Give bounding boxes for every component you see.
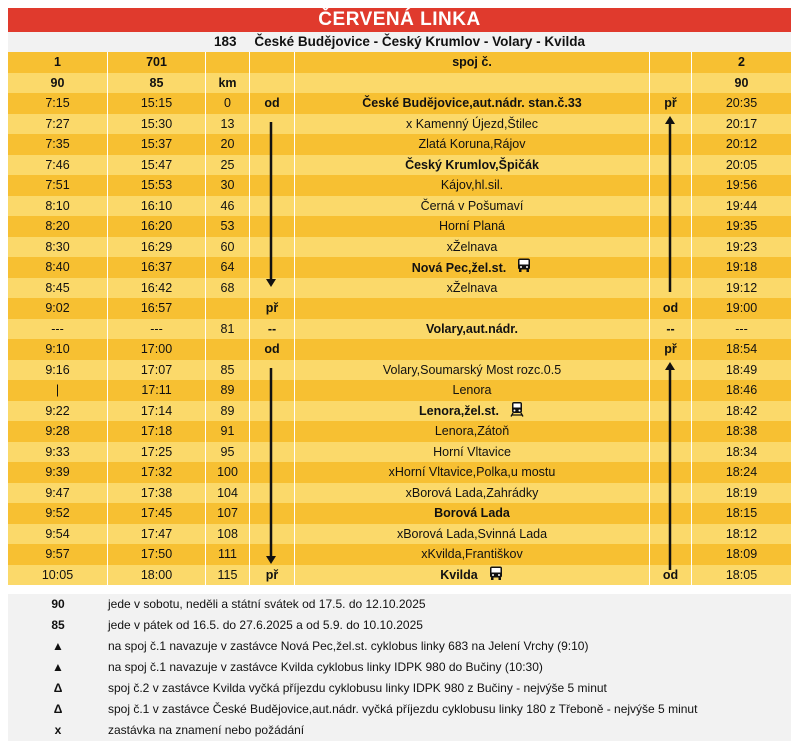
header-row [8,73,791,94]
stop-cell [295,93,650,114]
line-title: ČERVENÁ LINKA [8,8,791,32]
arr-dep-mark-return [650,401,692,422]
time-trip-701: 15:53 [108,175,206,196]
arr-dep-mark-return [650,216,692,237]
time-trip-701: 15:37 [108,134,206,155]
table-row [8,421,791,442]
table-row [8,216,791,237]
stop-cell [295,319,650,340]
arr-dep-mark [250,237,295,258]
table-row [8,237,791,258]
time-trip-2: 20:12 [725,137,758,151]
arr-dep-mark: -- [250,319,295,340]
route-header [8,32,791,52]
arr-dep-mark [250,114,295,135]
arr-dep-mark [250,421,295,442]
km-cell: 111 [206,544,250,565]
stop-cell [295,196,650,217]
stop-name: České Budějovice,aut.nádr. stan.č.33 [362,96,582,110]
note-symbol: 85 [51,618,65,632]
time-trip-2: 18:09 [725,547,758,561]
time-trip-1: 9:39 [8,462,108,483]
table-row [8,339,791,360]
arr-dep-mark-return [650,175,692,196]
time-trip-1: 8:30 [8,237,108,258]
table-row [8,565,791,586]
time-trip-2: 19:35 [725,219,758,233]
time-trip-701: 16:10 [108,196,206,217]
table-row [8,175,791,196]
km-cell: 46 [206,196,250,217]
time-trip-1: 7:15 [8,93,108,114]
km-cell: 25 [206,155,250,176]
km-cell: 108 [206,524,250,545]
time-trip-701: 17:25 [108,442,206,463]
header-cell [650,52,692,73]
km-cell: 115 [206,565,250,586]
arr-dep-mark [250,134,295,155]
time-trip-701: 16:42 [108,278,206,299]
stop-cell [295,298,650,319]
arr-dep-mark-return [650,155,692,176]
time-trip-1: 7:35 [8,134,108,155]
stop-name: xBorová Lada,Zahrádky [405,485,539,500]
table-row [8,524,791,545]
arr-dep-mark-return [650,134,692,155]
time-trip-701: 17:47 [108,524,206,545]
table-row [8,483,791,504]
arr-dep-mark-return [650,524,692,545]
arr-dep-mark-return [650,483,692,504]
time-trip-2: 18:34 [725,444,758,459]
arr-dep-mark: př [250,565,295,586]
time-trip-1: 10:05 [8,565,108,586]
time-trip-2: --- [735,321,748,336]
time-trip-701: 17:00 [108,339,206,360]
stop-name: xKvilda,Františkov [421,547,523,561]
route-name: České Budějovice - Český Krumlov - Volary - Kvilda [254,34,585,49]
table-row [8,360,791,381]
time-trip-2: 18:05 [725,567,758,582]
time-trip-2: 18:12 [725,526,758,541]
note-row [8,699,791,720]
note-symbol: Δ [53,681,63,695]
table-row [8,544,791,565]
stop-cell [295,524,650,545]
table-row [8,196,791,217]
arr-dep-mark [250,462,295,483]
time-trip-2: 18:15 [725,506,758,520]
header-row [8,52,791,73]
time-trip-1: 8:20 [8,216,108,237]
time-trip-2: 19:18 [725,260,758,274]
arr-dep-mark [250,544,295,565]
stop-cell [295,565,650,586]
arr-dep-mark-return: př [650,339,692,360]
time-trip-2: 20:05 [725,157,758,172]
arr-dep-mark: od [250,93,295,114]
km-cell: 89 [206,380,250,401]
note-text: na spoj č.1 navazuje v zastávce Nová Pec,žel.st. cyklobus linky 683 na Jelení Vrchy (9:10) [108,639,589,653]
arr-dep-mark-return [650,237,692,258]
note-text: na spoj č.1 navazuje v zastávce Kvilda cyklobus linky IDPK 980 do Bučiny (10:30) [108,660,543,674]
km-cell: 81 [206,319,250,340]
stop-name: Horní Vltavice [433,444,511,459]
time-trip-701: 17:14 [108,401,206,422]
arr-dep-mark [250,216,295,237]
arr-dep-mark-return: -- [650,319,692,340]
km-cell: 64 [206,257,250,278]
table-row [8,298,791,319]
stop-cell [295,339,650,360]
stop-name: Černá v Pošumaví [420,198,524,213]
note-text: spoj č.2 v zastávce Kvilda vyčká příjezdu cyklobusu linky IDPK 980 z Bučiny - nejvýše 5 minut [108,681,607,695]
stop-name: x Kamenný Újezd,Štilec [405,116,538,131]
stop-name: Volary,aut.nádr. [426,321,518,336]
train-icon [509,401,525,422]
stop-cell [295,175,650,196]
timetable-grid [8,52,791,585]
stop-name: Volary,Soumarský Most rozc.0.5 [382,362,562,377]
km-cell: 89 [206,401,250,422]
table-row [8,442,791,463]
time-trip-701: 16:29 [108,237,206,258]
note-row [8,636,791,657]
header-cell: 2 [738,55,745,69]
table-row [8,114,791,135]
table-row [8,319,791,340]
km-cell: 53 [206,216,250,237]
header-cell: 90 [8,73,108,94]
stop-name: Lenora,žel.st. [419,404,499,419]
table-row [8,278,791,299]
note-text: zastávka na znamení nebo požádání [108,723,305,737]
header-cell: spoj č. [295,52,650,73]
route-number: 183 [214,34,237,49]
time-trip-2: 19:23 [725,239,758,254]
time-trip-701: 16:57 [108,298,206,319]
stop-name: Zlatá Koruna,Rájov [418,137,526,151]
km-cell: 13 [206,114,250,135]
time-trip-1: | [8,380,108,401]
stop-name: Nová Pec,žel.st. [411,260,507,275]
km-cell: 91 [206,421,250,442]
arr-dep-mark: od [250,339,295,360]
note-symbol: 90 [51,597,65,611]
arr-dep-mark-return: od [650,298,692,319]
time-trip-701: 17:11 [108,380,206,401]
header-cell: 85 [108,73,206,94]
time-trip-1: 9:22 [8,401,108,422]
km-cell: 85 [206,360,250,381]
time-trip-1: 9:10 [8,339,108,360]
arr-dep-mark-return [650,421,692,442]
time-trip-2: 19:12 [725,280,758,295]
arr-dep-mark-return [650,544,692,565]
time-trip-1: 7:46 [8,155,108,176]
stop-name: xBorová Lada,Svinná Lada [396,526,548,541]
time-trip-1: 7:27 [8,114,108,135]
time-trip-701: 17:38 [108,483,206,504]
km-cell: 100 [206,462,250,483]
km-cell: 30 [206,175,250,196]
arr-dep-mark [250,257,295,278]
stop-cell [295,257,650,278]
stop-cell [295,544,650,565]
table-row [8,257,791,278]
header-cell [650,73,692,94]
time-trip-1: 9:28 [8,421,108,442]
arr-dep-mark [250,380,295,401]
header-cell: 90 [734,75,749,90]
table-row [8,93,791,114]
arr-dep-mark-return [650,462,692,483]
km-cell: 0 [206,93,250,114]
time-trip-1: 8:10 [8,196,108,217]
time-trip-1: 8:40 [8,257,108,278]
km-cell: 104 [206,483,250,504]
stop-name: xŽelnava [446,280,498,295]
header-cell [250,73,295,94]
stop-name: Kvilda [440,568,478,583]
arr-dep-mark-return [650,114,692,135]
time-trip-1: 9:52 [8,503,108,524]
arr-dep-mark [250,360,295,381]
table-row [8,134,791,155]
time-trip-1: --- [8,319,108,340]
note-row [8,615,791,636]
time-trip-1: 8:45 [8,278,108,299]
header-cell [206,52,250,73]
header-cell: 701 [108,52,206,73]
time-trip-701: 16:20 [108,216,206,237]
stop-cell [295,360,650,381]
km-cell [206,339,250,360]
time-trip-2: 20:35 [725,96,758,110]
time-trip-701: 17:18 [108,421,206,442]
time-trip-701: 17:07 [108,360,206,381]
time-trip-701: 18:00 [108,565,206,586]
time-trip-2: 18:19 [725,485,758,500]
time-trip-2: 19:56 [725,178,758,192]
stop-cell [295,278,650,299]
notes-section [8,594,791,741]
time-trip-2: 18:24 [725,465,758,479]
header-cell [250,52,295,73]
km-cell: 68 [206,278,250,299]
stop-cell [295,155,650,176]
stop-name: xHorní Vltavice,Polka,u mostu [388,465,556,479]
table-row [8,503,791,524]
stop-name: Horní Planá [438,219,505,233]
stop-cell [295,380,650,401]
time-trip-1: 9:47 [8,483,108,504]
arr-dep-mark [250,401,295,422]
note-row [8,657,791,678]
table-row [8,380,791,401]
km-cell: 95 [206,442,250,463]
time-trip-701: 15:30 [108,114,206,135]
time-trip-1: 9:02 [8,298,108,319]
time-trip-1: 7:51 [8,175,108,196]
note-row [8,678,791,699]
time-trip-701: --- [108,319,206,340]
arr-dep-mark-return [650,257,692,278]
km-cell: 20 [206,134,250,155]
stop-name: xŽelnava [446,239,498,254]
stop-name: Kájov,hl.sil. [440,178,504,192]
time-trip-2: 18:46 [725,383,758,397]
km-cell: 60 [206,237,250,258]
header-cell: km [206,73,250,94]
time-trip-701: 17:50 [108,544,206,565]
note-row [8,594,791,615]
stop-cell [295,114,650,135]
arr-dep-mark [250,503,295,524]
bus-icon [516,257,532,278]
bus-icon [488,565,504,586]
time-trip-2: 18:49 [725,362,758,377]
time-trip-2: 19:00 [725,301,758,315]
arr-dep-mark-return [650,278,692,299]
arr-dep-mark-return [650,380,692,401]
arr-dep-mark-return: př [650,93,692,114]
arr-dep-mark [250,278,295,299]
note-text: jede v sobotu, neděli a státní svátek od 17.5. do 12.10.2025 [108,597,426,611]
time-trip-1: 9:33 [8,442,108,463]
time-trip-1: 9:57 [8,544,108,565]
arr-dep-mark-return: od [650,565,692,586]
time-trip-2: 18:42 [725,403,758,418]
stop-cell [295,134,650,155]
time-trip-1: 9:16 [8,360,108,381]
stop-cell [295,401,650,422]
stop-name: Český Krumlov,Špičák [405,157,539,172]
km-cell [206,298,250,319]
arr-dep-mark-return [650,503,692,524]
stop-cell [295,503,650,524]
note-symbol: ▲ [52,660,64,674]
note-symbol: Δ [53,702,63,716]
time-trip-2: 20:17 [725,116,758,131]
table-row [8,401,791,422]
arr-dep-mark [250,155,295,176]
stop-name: Borová Lada [434,506,510,520]
stop-name: Lenora,Zátoň [434,424,510,438]
stop-cell [295,442,650,463]
time-trip-2: 19:44 [725,198,758,213]
note-text: spoj č.1 v zastávce České Budějovice,aut.nádr. vyčká příjezdu cyklobusu linky 180 z Třeboně - nejvýše 5 minut [108,702,698,716]
time-trip-701: 15:15 [108,93,206,114]
time-trip-701: 15:47 [108,155,206,176]
header-cell [295,73,650,94]
time-trip-701: 17:45 [108,503,206,524]
stop-cell [295,237,650,258]
arr-dep-mark: př [250,298,295,319]
table-row [8,462,791,483]
stop-cell [295,421,650,442]
time-trip-1: 9:54 [8,524,108,545]
time-trip-701: 17:32 [108,462,206,483]
note-symbol: x [54,723,62,737]
table-row [8,155,791,176]
arr-dep-mark [250,196,295,217]
arr-dep-mark [250,175,295,196]
stop-cell [295,483,650,504]
arr-dep-mark [250,442,295,463]
note-text: jede v pátek od 16.5. do 27.6.2025 a od 5.9. do 10.10.2025 [108,618,423,632]
arr-dep-mark-return [650,196,692,217]
arr-dep-mark [250,483,295,504]
time-trip-2: 18:38 [725,424,758,438]
stop-cell [295,462,650,483]
stop-name: Lenora [452,383,492,397]
arr-dep-mark-return [650,442,692,463]
km-cell: 107 [206,503,250,524]
time-trip-2: 18:54 [725,342,758,356]
arr-dep-mark-return [650,360,692,381]
header-cell: 1 [8,52,108,73]
note-symbol: ▲ [52,639,64,653]
note-row [8,720,791,741]
stop-cell [295,216,650,237]
arr-dep-mark [250,524,295,545]
time-trip-701: 16:37 [108,257,206,278]
